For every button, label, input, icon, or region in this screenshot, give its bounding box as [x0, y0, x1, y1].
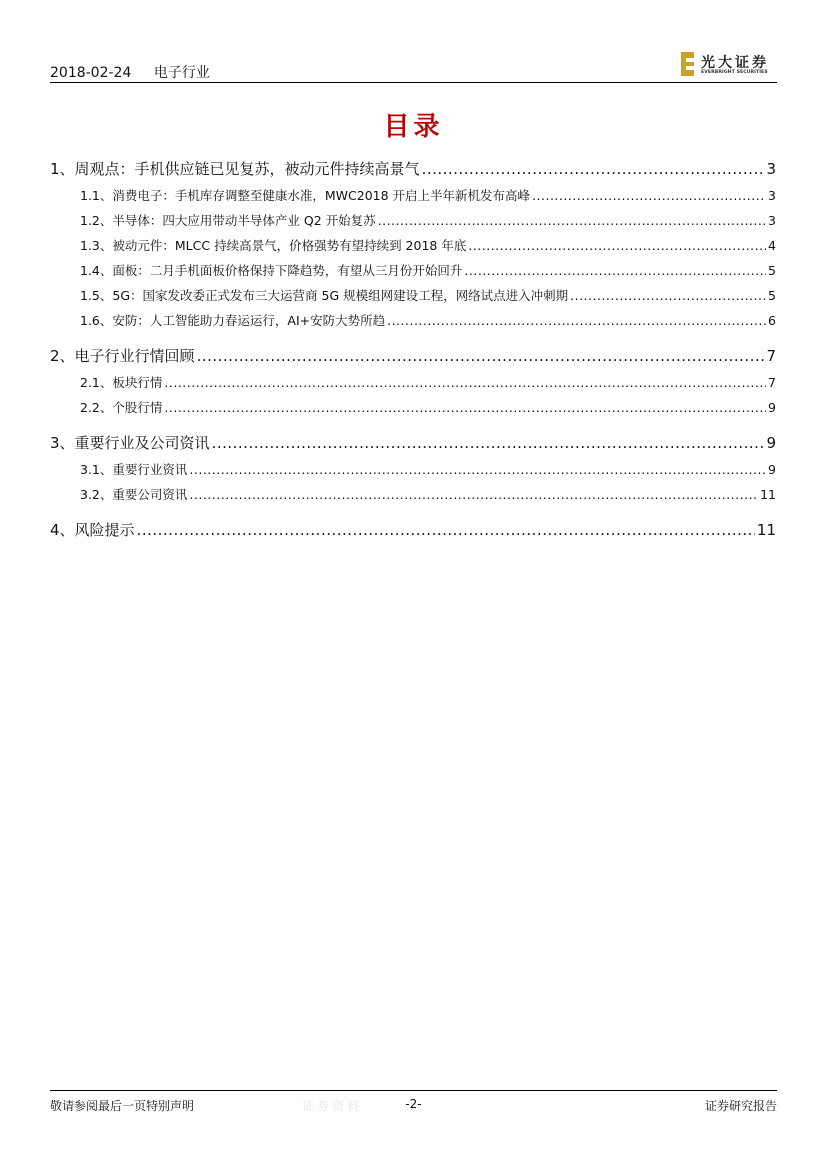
- toc-entry-page: 7: [768, 375, 776, 390]
- toc-leader-dots: [468, 238, 766, 253]
- toc-entry-title: 个股行情: [112, 400, 163, 415]
- toc-entry-title: 风险提示: [74, 521, 135, 539]
- toc-entry[interactable]: [50, 373, 776, 391]
- toc-entry-page: 3: [768, 213, 776, 228]
- page-number: -2-: [405, 1097, 422, 1111]
- toc-entry[interactable]: [50, 261, 776, 279]
- logo-mark-icon: [681, 52, 694, 76]
- toc-entry-page: 11: [756, 521, 776, 539]
- toc-leader-dots: [164, 375, 766, 390]
- toc-entry-title: 消费电子：手机库存调整至健康水准，MWC2018 开启上半年新机发布高峰: [112, 188, 531, 203]
- toc-entry-number: 3.1、: [80, 462, 113, 477]
- toc-leader-dots: [570, 288, 766, 303]
- toc-entry-page: 4: [768, 238, 776, 253]
- toc-leader-dots: [197, 347, 765, 365]
- footer-watermark: 证券资料: [302, 1099, 363, 1113]
- toc-entry-title: 面板：二月手机面板价格保持下降趋势，有望从三月份开始回升: [112, 263, 463, 278]
- toc-leader-dots: [137, 521, 755, 539]
- toc-entry-title: 5G：国家发改委正式发布三大运营商 5G 规模组网建设工程，网络试点进入冲刺期: [112, 288, 569, 303]
- toc-entry-page: 9: [768, 462, 776, 477]
- toc-entry-number: 3.2、: [80, 487, 113, 502]
- toc-entry-number: 3、: [50, 434, 75, 452]
- industry-label: 电子行业: [153, 65, 210, 81]
- toc-entry-title: 电子行业行情回顾: [74, 347, 195, 365]
- toc-entry-number: 1.5、: [80, 288, 113, 303]
- footer-disclaimer: 敬请参阅最后一页特别声明: [50, 1099, 195, 1113]
- toc-entry-title: 重要行业资讯: [112, 462, 188, 477]
- toc-entry-title: 周观点：手机供应链已见复苏，被动元件持续高景气: [74, 160, 420, 178]
- footer-doc-type: 证券研究报告: [704, 1099, 777, 1113]
- toc-entry-number: 2、: [50, 347, 75, 365]
- toc-entry[interactable]: [50, 432, 776, 453]
- toc-entry-page: 3: [766, 160, 776, 178]
- toc-entry-page: 9: [768, 400, 776, 415]
- toc-entry-number: 1.4、: [80, 263, 113, 278]
- toc-entry-number: 1.6、: [80, 313, 113, 328]
- toc-leader-dots: [464, 263, 766, 278]
- toc-entry-number: 1.1、: [80, 188, 113, 203]
- toc-entry-page: 5: [768, 288, 776, 303]
- toc-title: 目录: [383, 112, 444, 142]
- toc-entry-number: 2.2、: [80, 400, 113, 415]
- toc-entry[interactable]: [50, 460, 776, 478]
- page-header: [50, 50, 777, 82]
- footer-divider: [50, 1090, 777, 1091]
- toc-entry-title: 板块行情: [112, 375, 163, 390]
- toc-entry-number: 4、: [50, 521, 75, 539]
- toc-entry-title: 安防：人工智能助力春运运行，AI+安防大势所趋: [112, 313, 386, 328]
- toc-entry[interactable]: [50, 158, 776, 179]
- toc-entry[interactable]: [50, 311, 776, 329]
- toc-entry-number: 1、: [50, 160, 75, 178]
- toc-entry[interactable]: [50, 236, 776, 254]
- report-date: 2018-02-24: [50, 65, 132, 81]
- toc-leader-dots: [532, 188, 766, 203]
- toc-entry-title: 半导体：四大应用带动半导体产业 Q2 开始复苏: [112, 213, 376, 228]
- toc-leader-dots: [189, 462, 766, 477]
- toc-entry[interactable]: [50, 286, 776, 304]
- toc-entry-page: 11: [760, 487, 776, 502]
- toc-entry-title: 重要公司资讯: [112, 487, 188, 502]
- toc-leader-dots: [422, 160, 765, 178]
- company-logo: [681, 50, 777, 82]
- header-divider: [50, 82, 777, 83]
- logo-english-name: EVERBRIGHT SECURITIES: [701, 70, 768, 75]
- toc-entry-number: 1.2、: [80, 213, 113, 228]
- toc-entry-page: 6: [768, 313, 776, 328]
- toc-entry[interactable]: [50, 186, 776, 204]
- toc-entry-page: 5: [768, 263, 776, 278]
- toc-entry-page: 3: [768, 188, 776, 203]
- toc-leader-dots: [212, 434, 765, 452]
- toc-entry-page: 7: [766, 347, 776, 365]
- toc-entry-title: 重要行业及公司资讯: [74, 434, 210, 452]
- logo-chinese-name: 光大证券: [701, 55, 769, 71]
- toc-entry[interactable]: [50, 345, 776, 366]
- toc-leader-dots: [387, 313, 766, 328]
- toc-entry[interactable]: [50, 398, 776, 416]
- toc-entry[interactable]: [50, 519, 776, 540]
- toc-leader-dots: [378, 213, 766, 228]
- toc-entry[interactable]: [50, 211, 776, 229]
- toc-leader-dots: [164, 400, 766, 415]
- toc-leader-dots: [189, 487, 758, 502]
- toc-entry[interactable]: [50, 485, 776, 503]
- toc-entry-number: 1.3、: [80, 238, 113, 253]
- header-info: [50, 62, 210, 82]
- toc-entry-page: 9: [766, 434, 776, 452]
- page-footer: [50, 1097, 777, 1115]
- toc-entry-number: 2.1、: [80, 375, 113, 390]
- toc-entry-title: 被动元件：MLCC 持续高景气，价格强势有望持续到 2018 年底: [112, 238, 467, 253]
